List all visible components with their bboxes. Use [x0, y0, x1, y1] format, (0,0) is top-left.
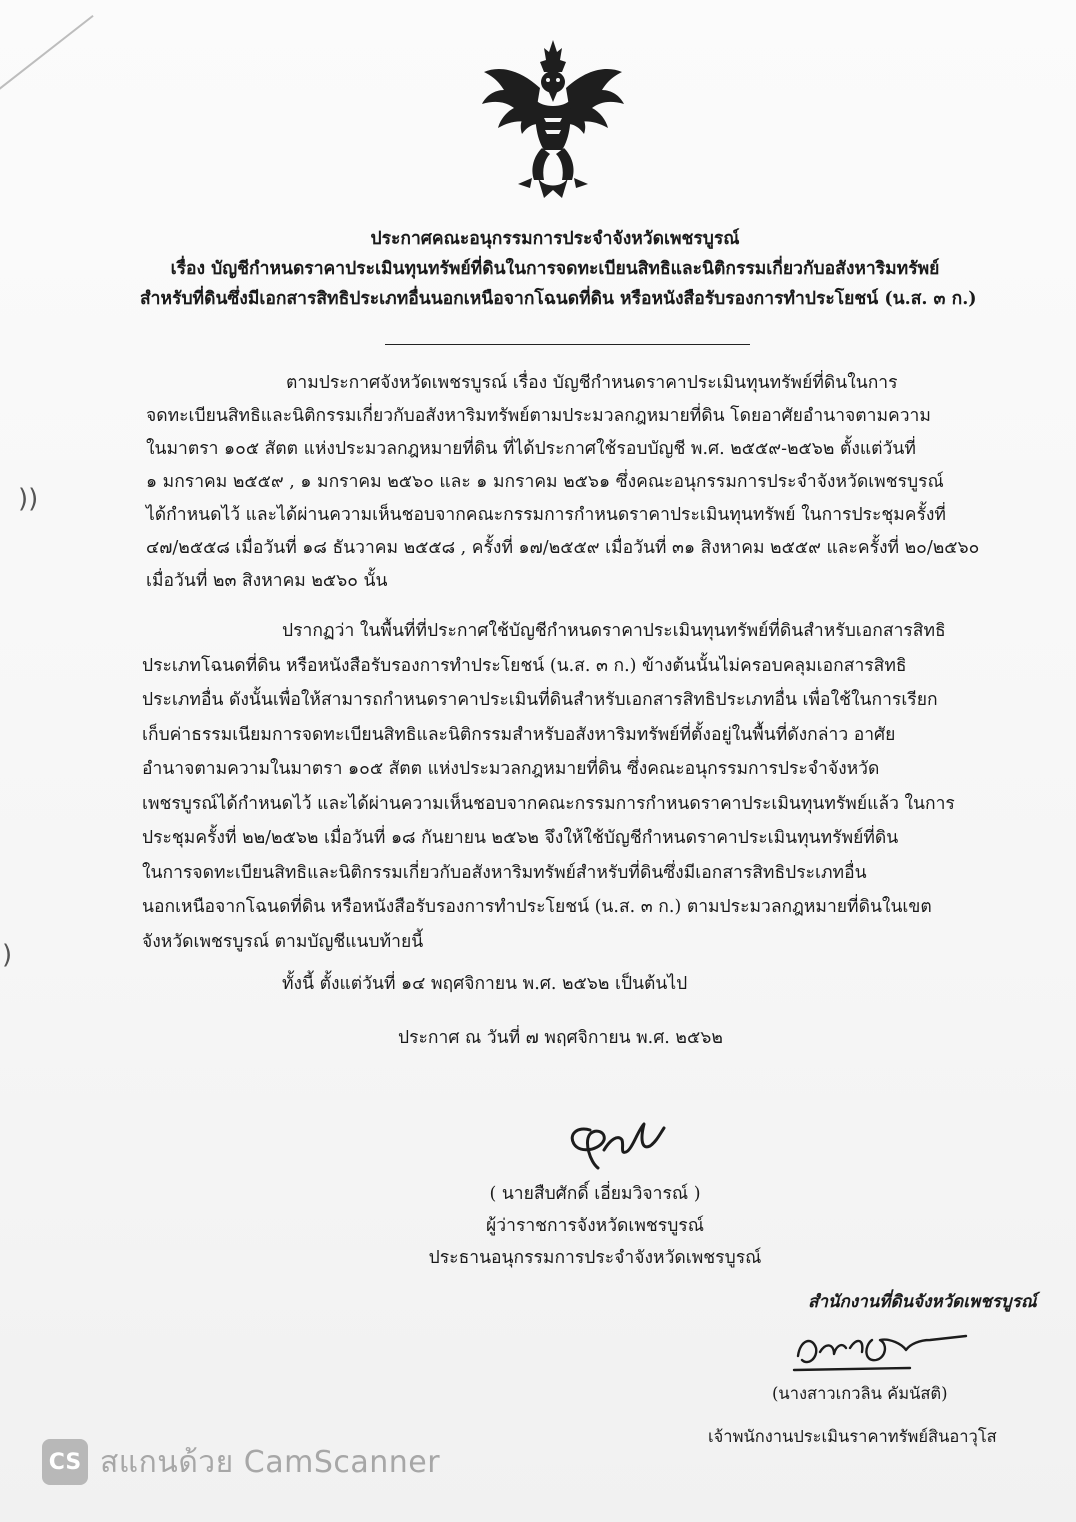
- paragraph-1-line: จดทะเบียนสิทธิและนิติกรรมเกี่ยวกับอสังหาริมทรัพย์ตามประมวลกฎหมายที่ดิน โดยอาศัยอำนาจตามความ: [146, 406, 931, 426]
- document-header: [140, 224, 977, 314]
- header-subject-continued: สำหรับที่ดินซึ่งมีเอกสารสิทธิประเภทอื่นนอกเหนือจากโฉนดที่ดิน หรือหนังสือรับรองการทำประโยชน์ (น.ส. ๓ ก.): [140, 289, 977, 309]
- committee-chair-position: ประธานอนุกรรมการประจำจังหวัดเพชรบูรณ์: [428, 1248, 762, 1268]
- page-fold-line: [0, 15, 94, 97]
- header-title: ประกาศคณะอนุกรรมการประจำจังหวัดเพชรบูรณ์: [370, 229, 740, 249]
- paragraph-2-line: เก็บค่าธรรมเนียมการจดทะเบียนสิทธิและนิติกรรมสำหรับอสังหาริมทรัพย์ที่ตั้งอยู่ในพื้นที่ดังกล่าว อาศัย: [142, 724, 896, 745]
- governor-position: ผู้ว่าราชการจังหวัดเพชรบูรณ์: [486, 1216, 704, 1236]
- camscanner-watermark-text: สแกนด้วย CamScanner: [100, 1444, 441, 1480]
- camscanner-watermark: [42, 1438, 440, 1486]
- paragraph-2-line: ประเภทโฉนดที่ดิน หรือหนังสือรับรองการทำประโยชน์ (น.ส. ๓ ก.) ข้างต้นนั้นไม่ครอบคลุมเอกสารสิทธิ: [142, 655, 907, 676]
- camscanner-logo-icon: CS: [42, 1439, 88, 1485]
- officer-signature: [790, 1318, 970, 1378]
- header-divider: [385, 344, 750, 345]
- paragraph-2-line: ประเภทอื่น ดังนั้นเพื่อให้สามารถกำหนดราคาประเมินที่ดินสำหรับเอกสารสิทธิประเภทอื่น เพื่อใช้ในการเรียก: [142, 690, 938, 710]
- announcement-date: ประกาศ ณ วันที่ ๗ พฤศจิกายน พ.ศ. ๒๕๖๒: [398, 1028, 723, 1048]
- paragraph-2-line: ปรากฏว่า ในพื้นที่ที่ประกาศใช้บัญชีกำหนดราคาประเมินทุนทรัพย์ที่ดินสำหรับเอกสารสิทธิ: [282, 621, 946, 641]
- paragraph-2: [142, 614, 955, 959]
- paragraph-2-line: อำนาจตามความในมาตรา ๑๐๕ สัตต แห่งประมวลกฎหมายที่ดิน ซึ่งคณะอนุกรรมการประจำจังหวัด: [142, 759, 880, 779]
- paragraph-1-line: ตามประกาศจังหวัดเพชรบูรณ์ เรื่อง บัญชีกำหนดราคาประเมินทุนทรัพย์ที่ดินในการ: [286, 373, 898, 393]
- officer-position: เจ้าพนักงานประเมินราคาทรัพย์สินอาวุโส: [708, 1427, 997, 1446]
- garuda-emblem-icon: [478, 38, 628, 203]
- paragraph-1-line: ๔๗/๒๕๕๘ เมื่อวันที่ ๑๘ ธันวาคม ๒๕๕๘ , ครั้งที่ ๑๗/๒๕๕๙ เมื่อวันที่ ๓๑ สิงหาคม ๒๕๕๙ และครั้งที่ ๒๐/๒๕๖๐: [146, 538, 980, 558]
- hole-punch-mark: )): [18, 484, 39, 514]
- hole-punch-mark: ): [2, 940, 13, 970]
- officer-name: (นางสาวเกวลิน คัมนัสติ): [772, 1384, 948, 1403]
- paragraph-2-line: ในการจดทะเบียนสิทธิและนิติกรรมเกี่ยวกับอสังหาริมทรัพย์สำหรับที่ดินซึ่งมีเอกสารสิทธิประเภทอื่น: [142, 862, 867, 883]
- paragraph-1-line: ๑ มกราคม ๒๕๕๙ , ๑ มกราคม ๒๕๖๐ และ ๑ มกราคม ๒๕๖๑ ซึ่งคณะอนุกรรมการประจำจังหวัดเพชรบูรณ์: [146, 472, 944, 492]
- governor-name: ( นายสืบศักดิ์ เอี่ยมวิจารณ์ ): [489, 1184, 701, 1204]
- paragraph-2-line: ประชุมครั้งที่ ๒๒/๒๕๖๒ เมื่อวันที่ ๑๘ กันยายน ๒๕๖๒ จึงให้ใช้บัญชีกำหนดราคาประเมินทุนทรัพย์ที่ดิน: [142, 828, 899, 848]
- effective-date: ทั้งนี้ ตั้งแต่วันที่ ๑๔ พฤศจิกายน พ.ศ. ๒๕๖๒ เป็นต้นไป: [282, 974, 688, 994]
- paragraph-2-line: จังหวัดเพชรบูรณ์ ตามบัญชีแนบท้ายนี้: [142, 931, 424, 952]
- header-subject: เรื่อง บัญชีกำหนดราคาประเมินทุนทรัพย์ที่ดินในการจดทะเบียนสิทธิและนิติกรรมเกี่ยวกับอสังหาริมทรัพย์: [170, 259, 940, 279]
- governor-signature: [560, 1110, 670, 1180]
- paragraph-2-line: นอกเหนือจากโฉนดที่ดิน หรือหนังสือรับรองการทำประโยชน์ (น.ส. ๓ ก.) ตามประมวลกฎหมายที่ดินในเขต: [142, 897, 932, 917]
- governor-signature-block: [395, 1178, 795, 1274]
- paragraph-2-line: เพชรบูรณ์ได้กำหนดไว้ และได้ผ่านความเห็นชอบจากคณะกรรมการกำหนดราคาประเมินทุนทรัพย์แล้ว ในการ: [142, 793, 955, 814]
- paragraph-1-line: เมื่อวันที่ ๒๓ สิงหาคม ๒๕๖๐ นั้น: [146, 571, 388, 591]
- paragraph-1-line: ในมาตรา ๑๐๕ สัตต แห่งประมวลกฎหมายที่ดิน ที่ได้ประกาศใช้รอบบัญชี พ.ศ. ๒๕๕๙-๒๕๖๒ ตั้งแต่วันที่: [146, 439, 916, 459]
- paragraph-1-line: ได้กำหนดไว้ และได้ผ่านความเห็นชอบจากคณะกรรมการกำหนดราคาประเมินทุนทรัพย์ ในการประชุมครั้งที่: [146, 505, 946, 525]
- paragraph-1: [146, 367, 979, 598]
- office-stamp-label: สำนักงานที่ดินจังหวัดเพชรบูรณ์: [808, 1292, 1037, 1312]
